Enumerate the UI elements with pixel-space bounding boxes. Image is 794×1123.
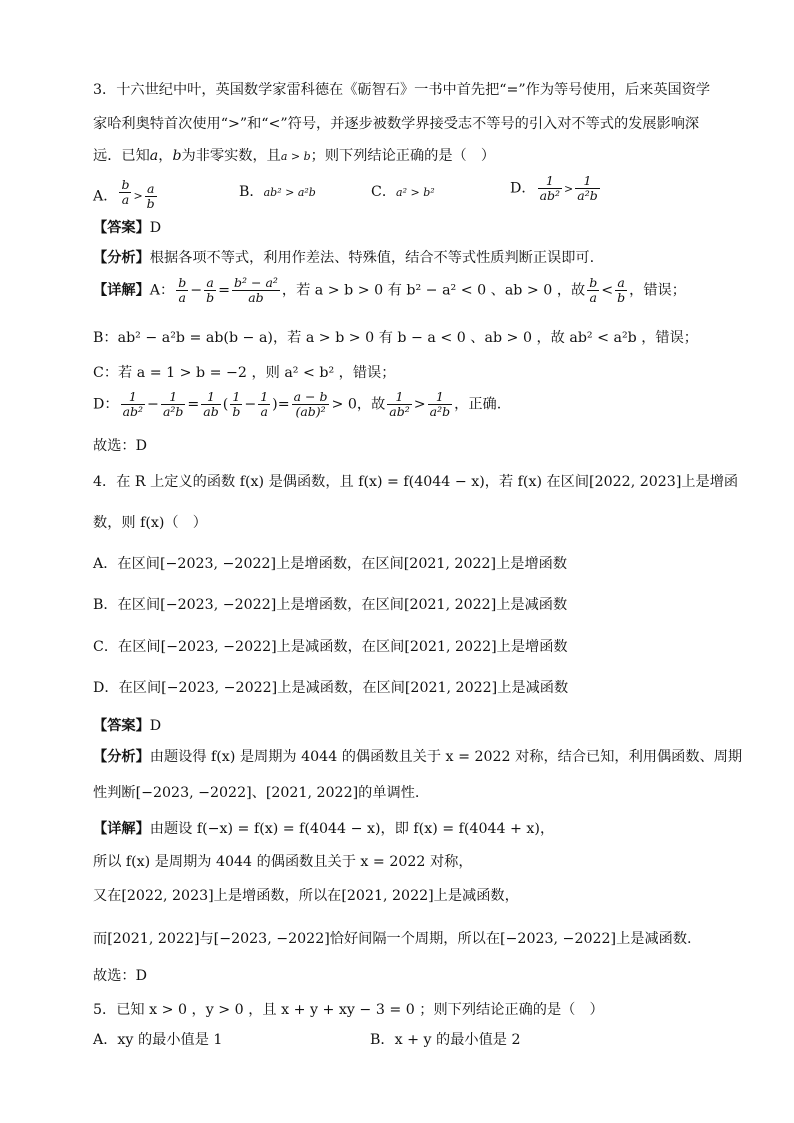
q3-analysis: [93, 248, 594, 268]
q3-detail-c: C：若 a = 1 > b = −2 ，则 a² < b² ，错误；: [93, 365, 396, 381]
q3-answer-tag: 【答案】: [93, 220, 150, 236]
q4-detail-text-1: 由题设 f(−x) = f(x) = f(4044 − x)，即 f(x) = f(4044 + x)，: [149, 821, 555, 837]
q3-detail-d-end: ，正确.: [454, 396, 502, 413]
q3-stem-line-2: 家哈利奥特首次使用“>”和“<”符号，并逐步被数学界接受志不等号的引入对不等式的发展影响深: [93, 116, 700, 132]
q3-detail-d-frac-2: $\frac{1}{\text{a²b}}$: [162, 389, 184, 419]
q4-detail-line-1: [93, 819, 554, 839]
q4-detail-line-3: 又在[2022, 2023]上是增函数，所以在[2021, 2022]上是减函数，: [93, 888, 519, 904]
q5-option-a: A．xy 的最小值是 1: [93, 1032, 223, 1048]
q3-detail-d-frac-3: $\frac{1}{ab}$: [203, 389, 219, 419]
q3-detail-a-prefix: A：: [149, 282, 175, 299]
q3-detail-d-frac-5: $\frac{1}{a}$: [260, 389, 269, 419]
q3-option-c-label: C．: [371, 184, 397, 200]
q5-stem: 5．已知 x > 0 ，y > 0 ，且 x + y + xy − 3 = 0 ；则下列结论正确的是（ ）: [93, 1002, 604, 1018]
q3-choice: 故选：D: [93, 438, 147, 454]
q3-var-a: a: [149, 148, 159, 164]
q4-analysis-text-1: 由题设得 f(x) 是周期为 4044 的偶函数且关于 x = 2022 对称，结合已知，利用偶函数、周期: [149, 749, 743, 765]
q4-option-c: C．在区间[−2023, −2022]上是减函数，在区间[2021, 2022]上是增函数: [93, 639, 568, 655]
q3-question: ；则下列结论正确的是（ ）: [310, 148, 496, 164]
q4-answer-value: D: [149, 718, 162, 734]
q3-analysis-text: 根据各项不等式，利用作差法、特殊值，结合不等式性质判断正误即可.: [149, 250, 595, 266]
q3-detail-d-mid: > 0，故: [331, 396, 386, 413]
q3-option-a-frac-1: $\frac{b}{a}$: [121, 177, 130, 207]
q4-detail-line-4: 而[2021, 2022]与[−2023, −2022]恰好间隔一个周期，所以在[−2023, −2022]上是减函数.: [93, 931, 692, 947]
q3-detail-d: D： $\frac{1}{\text{ab²}}$ − $\frac{1}{\text{a²b}}$ = $\frac{1}{ab}$ ( $\frac{1}{b}$ − $\frac{1}{a}$ )= $\frac{a - b}{\text{(ab)²}}$ > 0，故 $\frac{1}{\text{ab²}}$ > $\frac{1}{\text{a²b}}$ ，正确.: [93, 389, 502, 419]
q3-detail-a-frac-4: $\frac{b}{a}$: [589, 275, 598, 305]
q4-answer-tag: 【答案】: [93, 718, 150, 734]
q3-detail-a-frac-1: $\frac{b}{a}$: [178, 275, 187, 305]
q4-analysis-tag: 【分析】: [93, 749, 150, 765]
q3-detail-tag: 【详解】: [93, 282, 150, 299]
q3-analysis-tag: 【分析】: [93, 250, 150, 266]
q4-stem-line-1: 4．在 R 上定义的函数 f(x) 是偶函数，且 f(x) = f(4044 − x)，若 f(x) 在区间[2022, 2023]上是增函: [93, 474, 739, 490]
q3-var-b: b: [172, 148, 182, 164]
q3-option-b-label: B．: [239, 184, 264, 200]
q3-answer-value: D: [149, 220, 162, 236]
q4-detail-line-2: 所以 f(x) 是周期为 4044 的偶函数且关于 x = 2022 对称，: [93, 854, 473, 870]
q3-option-a: A． $\frac{b}{a}$ > $\frac{a}{b}$: [93, 177, 155, 211]
q3-option-d-frac-2: $\frac{1}{\text{a²b}}$: [577, 173, 598, 203]
q3-detail-d-frac-1: $\frac{1}{\text{ab²}}$: [122, 389, 144, 419]
q3-option-b: [239, 182, 316, 203]
q3-detail-d-frac-6: $\frac{a - b}{\text{(ab)²}}$: [293, 389, 328, 419]
q3-condition: a > b: [280, 150, 311, 163]
q3-option-d-label: D．: [510, 180, 536, 197]
q3-detail-d-frac-4: $\frac{1}{b}$: [232, 389, 241, 419]
q3-detail-a-frac-5: $\frac{a}{b}$: [617, 275, 626, 305]
q3-detail-a-mid: ，若 a > b > 0 有 b² − a² < 0 、ab > 0 ，故: [281, 282, 586, 299]
q3-detail-a: 【详解】A： $\frac{b}{a}$ − $\frac{a}{b}$ = $\frac{\text{b² − a²}}{ab}$ ，若 a > b > 0 有 b² − a² < 0 、ab > 0 ，故 $\frac{b}{a}$ < $\frac{a}{b}$ ，错误；: [93, 275, 686, 305]
q4-choice: 故选：D: [93, 968, 147, 984]
q3-detail-d-frac-7: $\frac{1}{\text{ab²}}$: [389, 389, 410, 419]
q3-detail-a-frac-3: $\frac{\text{b² − a²}}{ab}$: [234, 275, 278, 305]
q3-detail-d-prefix: D：: [93, 396, 119, 413]
q4-option-b: B．在区间[−2023, −2022]上是增函数，在区间[2021, 2022]上是减函数: [93, 597, 568, 613]
q4-analysis-line-2: 性判断[−2023, −2022]、[2021, 2022]的单调性.: [93, 785, 420, 801]
q4-option-a: A．在区间[−2023, −2022]上是增函数，在区间[2021, 2022]上是增函数: [93, 556, 568, 572]
q3-detail-a-end: ，错误；: [629, 282, 686, 299]
q3-option-d: D． $\frac{1}{\text{ab²}}$ > $\frac{1}{\text{a²b}}$: [510, 173, 598, 203]
q3-option-c-expr: a² > b²: [396, 186, 435, 199]
q3-detail-b: B：ab² − a²b = ab(b − a)，若 a > b > 0 有 b − a < 0 、ab > 0 ，故 ab² < a²b ，错误；: [93, 330, 698, 346]
q3-detail-d-frac-8: $\frac{1}{\text{a²b}}$: [429, 389, 451, 419]
q3-option-b-expr: ab² > a²b: [263, 186, 316, 199]
q3-stem-line-3: [93, 146, 495, 167]
q3-stem-line-1: 3．十六世纪中叶，英国数学家雷科德在《砺智石》一书中首先把“=”作为等号使用，后来英国资学: [93, 82, 711, 98]
q3-option-a-label: A．: [93, 188, 118, 205]
q3-option-d-frac-1: $\frac{1}{\text{ab²}}$: [539, 173, 561, 203]
q4-analysis-line-1: [93, 747, 742, 767]
q3-stem-text: 远．已知: [93, 148, 150, 164]
q3-option-a-frac-2: $\frac{a}{b}$: [146, 181, 155, 211]
q5-option-b: B．x + y 的最小值是 2: [370, 1032, 521, 1048]
q3-detail-a-frac-2: $\frac{a}{b}$: [206, 275, 215, 305]
q4-detail-tag: 【详解】: [93, 821, 150, 837]
q4-stem-line-2: 数，则 f(x)（ ）: [93, 515, 207, 531]
q3-comma: ，: [158, 148, 173, 164]
q3-answer: [93, 218, 161, 238]
q3-option-c: [371, 182, 435, 203]
q4-option-d: D．在区间[−2023, −2022]上是减函数，在区间[2021, 2022]上是减函数: [93, 680, 569, 696]
q4-answer: [93, 716, 161, 736]
q3-stem-text-2: 为非零实数，且: [181, 148, 281, 164]
